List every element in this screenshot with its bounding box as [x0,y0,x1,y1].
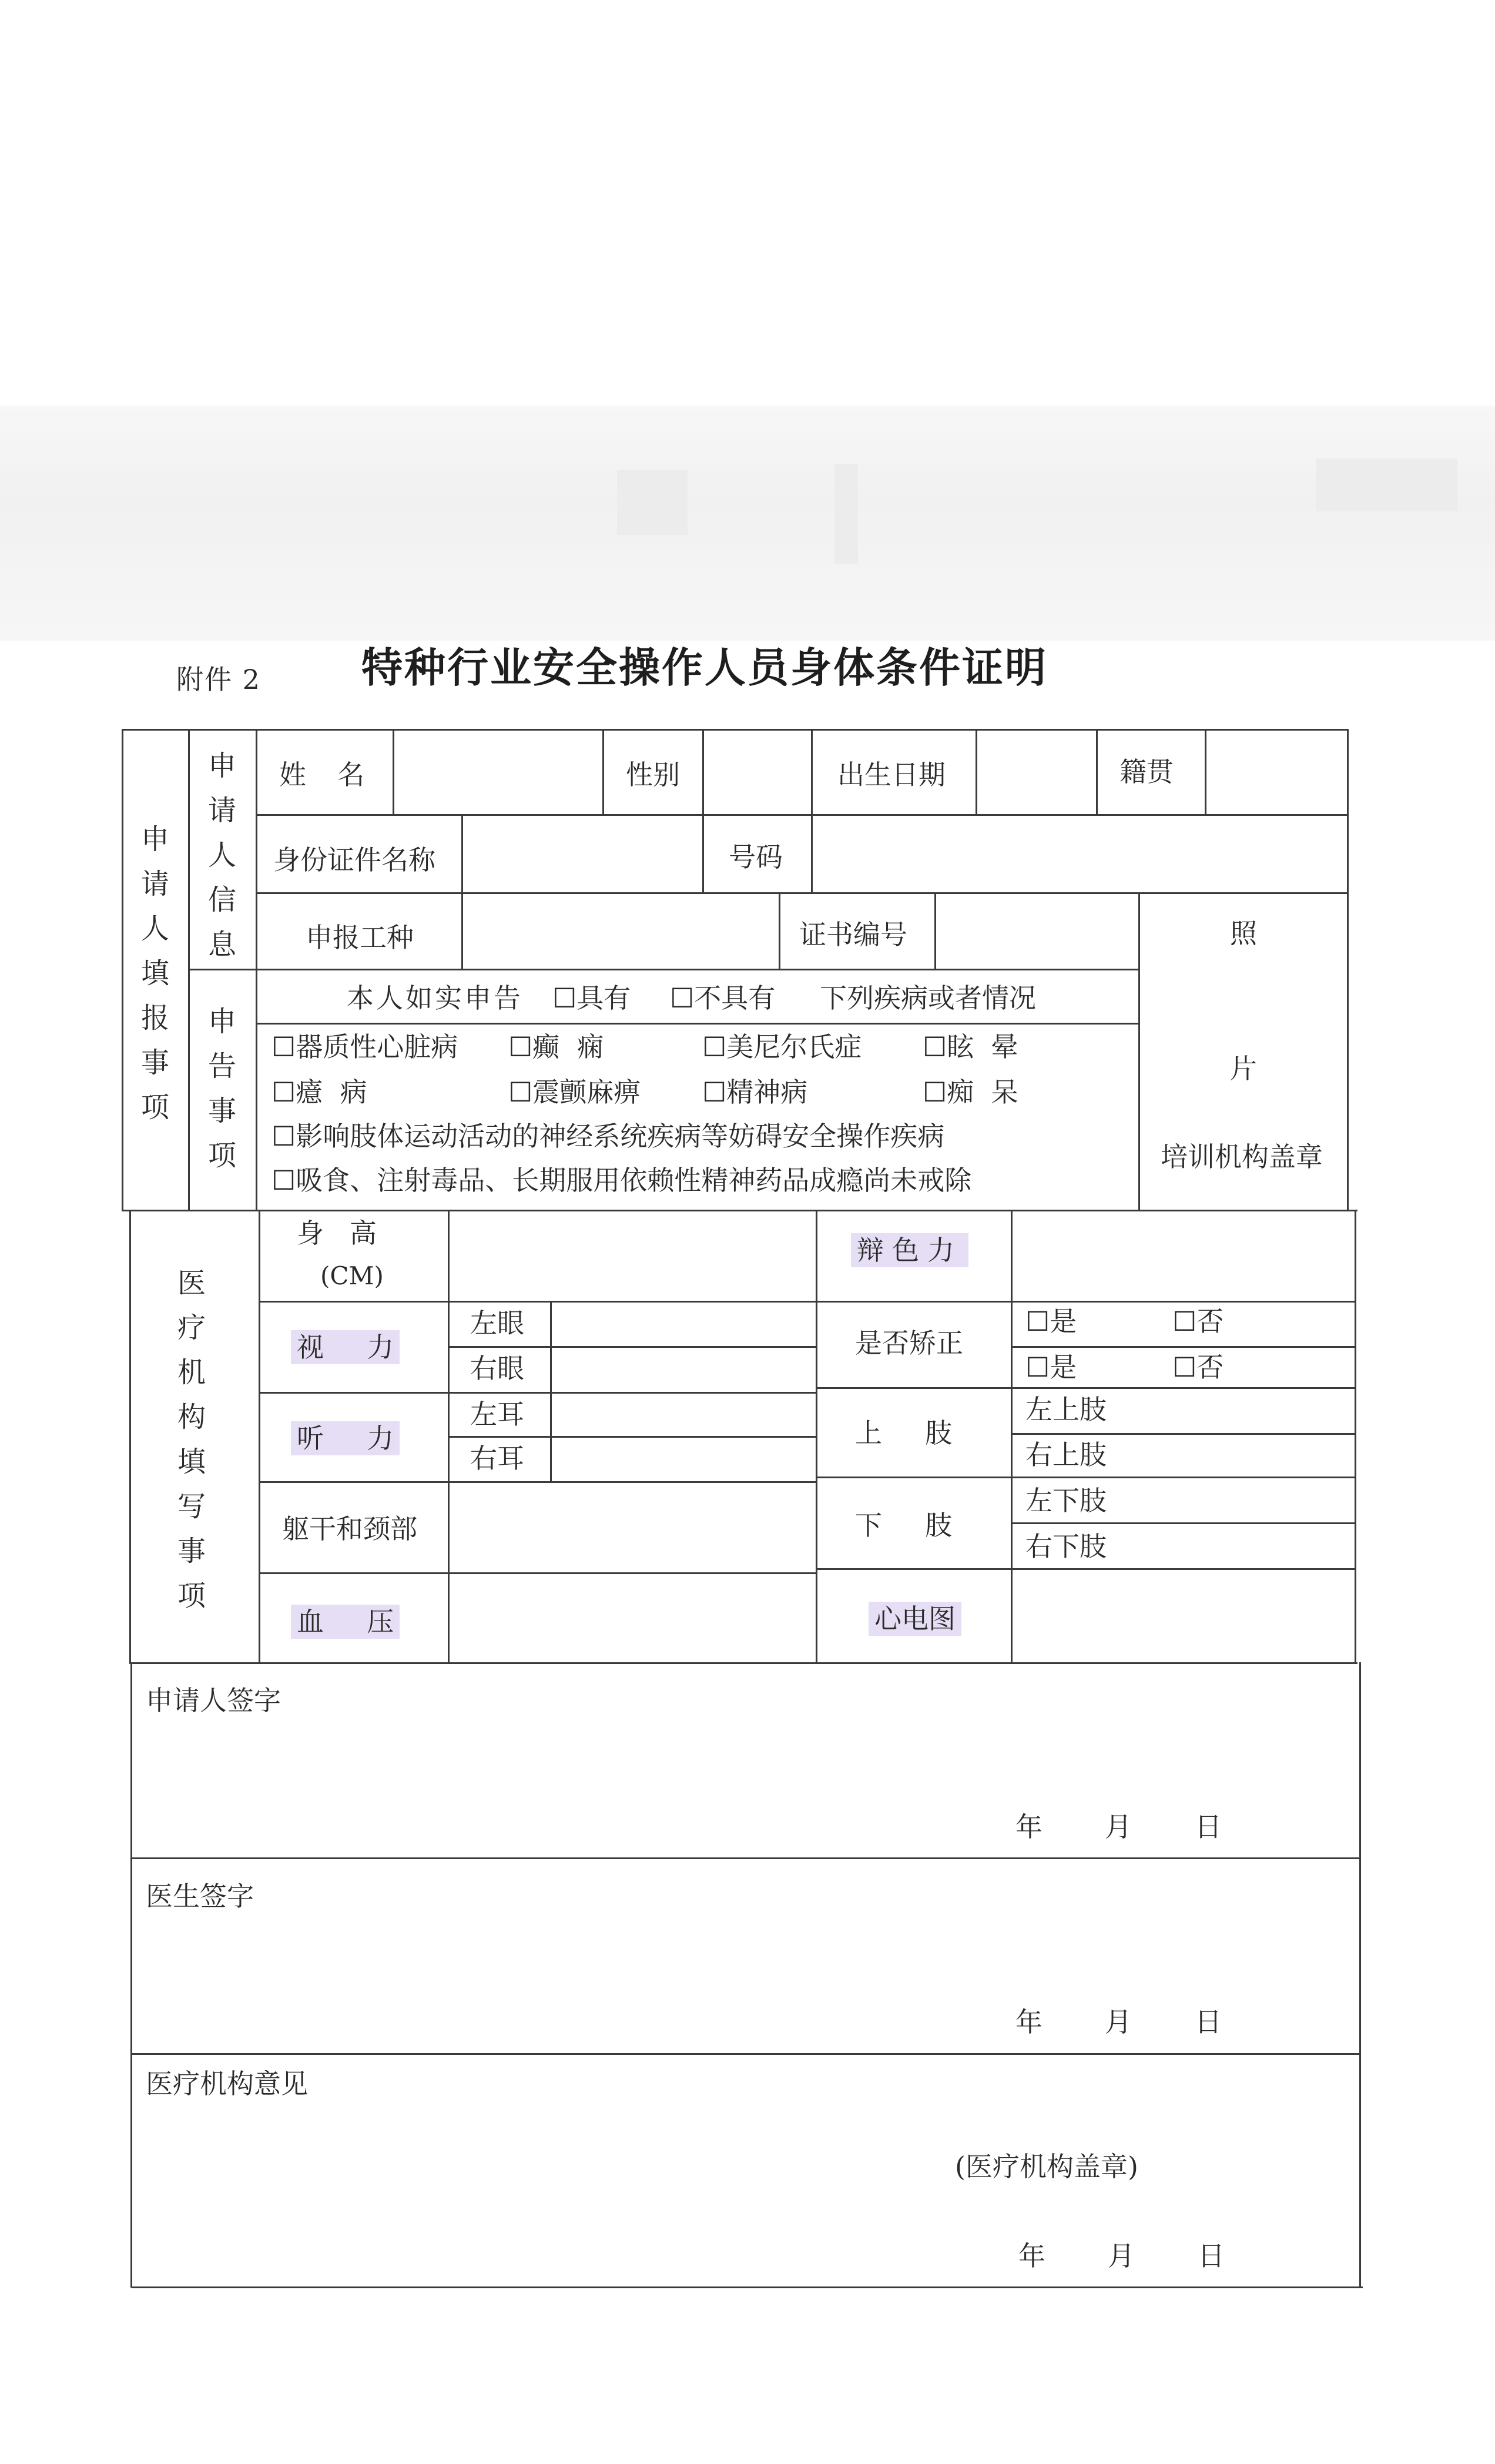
label-job-type: 申报工种 [306,922,414,953]
condition-hysteria[interactable]: ☐癔 病 [271,1076,367,1108]
label-lower-limbs: 下 肢 [855,1509,953,1541]
section-label-medical: 医疗机构填写事项 [177,1267,206,1612]
label-birth-date: 出生日期 [837,759,946,791]
ecg-field[interactable] [1017,1578,1349,1656]
right-ear-field[interactable] [556,1440,810,1475]
label-doctor-signature: 医生签字 [146,1880,254,1912]
applicant-signature-area[interactable] [141,1728,1346,1793]
blood-pressure-field[interactable] [454,1578,810,1656]
label-right-ear: 右耳 [470,1442,524,1474]
condition-neuro[interactable]: ☐影响肢体运动活动的神经系统疾病等妨碍安全操作疾病 [271,1120,945,1152]
declaration-has-checkbox[interactable]: ☐具有 [552,982,631,1014]
scan-mark [617,470,688,535]
label-id-number: 号码 [729,841,783,873]
scan-mark [834,464,858,564]
declaration-statement-suffix: 下列疾病或者情况 [820,982,1036,1014]
label-trunk-neck: 躯干和颈部 [282,1513,417,1545]
label-right-lower-limb: 右下肢 [1025,1531,1107,1562]
label-height: 身 高 [297,1217,377,1249]
label-cert-number: 证书编号 [799,919,907,950]
label-right-eye: 右眼 [470,1352,524,1384]
photo-label-1: 照 [1230,918,1257,949]
label-upper-limbs: 上 肢 [855,1417,953,1449]
applicant-sign-day: 日 [1195,1811,1222,1843]
applicant-sign-month: 月 [1105,1811,1132,1843]
section-label-applicant-info: 申请人信息 [207,749,236,961]
gender-field[interactable] [708,735,805,805]
declaration-has-not-checkbox[interactable]: ☐不具有 [670,982,776,1014]
declaration-statement-prefix: 本人如实申告 [347,982,523,1014]
label-color-vision: 辩色力 [851,1233,968,1267]
doctor-sign-month: 月 [1105,2006,1132,2038]
label-height-unit: (CM) [320,1261,384,1290]
label-hearing: 听 力 [291,1421,400,1455]
attachment-label: 附件 2 [176,664,261,695]
training-stamp-label: 培训机构盖章 [1161,1141,1323,1173]
id-number-field[interactable] [817,820,1340,888]
native-place-field[interactable] [1211,735,1340,805]
label-corrected: 是否矫正 [855,1327,963,1359]
condition-dementia[interactable]: ☐痴 呆 [923,1076,1018,1108]
doctor-signature-area[interactable] [141,1922,1346,1987]
applicant-sign-year: 年 [1015,1811,1043,1843]
photo-label-2: 片 [1230,1053,1257,1084]
condition-meniere[interactable]: ☐美尼尔氏症 [702,1031,862,1063]
color-vision-field[interactable] [1017,1216,1349,1295]
height-field[interactable] [454,1216,810,1295]
condition-drugs[interactable]: ☐吸食、注射毒品、长期服用依赖性精神药品成瘾尚未戒除 [271,1164,972,1196]
condition-epilepsy[interactable]: ☐癫 痫 [508,1031,604,1063]
institution-year: 年 [1018,2240,1045,2272]
label-blood-pressure: 血 压 [291,1605,400,1639]
cert-number-field[interactable] [940,898,1131,963]
label-ecg: 心电图 [869,1602,961,1636]
document-title: 特种行业安全操作人员身体条件证明 [361,644,1048,692]
institution-day: 日 [1198,2240,1225,2272]
corrected-left-no[interactable]: ☐否 [1172,1305,1224,1337]
condition-vertigo[interactable]: ☐眩 晕 [923,1031,1018,1063]
label-gender: 性别 [626,759,680,791]
condition-heart-disease[interactable]: ☐器质性心脏病 [271,1031,458,1063]
label-left-upper-limb: 左上肢 [1025,1394,1107,1425]
scan-mark [1316,458,1457,511]
institution-month: 月 [1108,2240,1135,2272]
left-eye-field[interactable] [556,1305,810,1341]
label-left-eye: 左眼 [470,1307,524,1339]
doctor-sign-year: 年 [1015,2006,1043,2038]
doctor-sign-day: 日 [1195,2006,1222,2038]
left-ear-field[interactable] [556,1396,810,1431]
label-left-ear: 左耳 [470,1398,524,1430]
label-left-lower-limb: 左下肢 [1025,1485,1107,1516]
label-institution-opinion: 医疗机构意见 [146,2068,308,2100]
birth-date-field[interactable] [981,735,1090,805]
institution-opinion-area[interactable] [141,2110,905,2228]
job-type-field[interactable] [467,898,773,963]
section-label-declaration: 申告事项 [207,1005,236,1172]
right-eye-field[interactable] [556,1351,810,1387]
corrected-right-no[interactable]: ☐否 [1172,1351,1224,1383]
label-vision: 视 力 [291,1330,400,1364]
institution-stamp-label: (医疗机构盖章) [955,2151,1138,2182]
name-field[interactable] [400,735,596,805]
label-native-place: 籍贯 [1119,756,1174,788]
trunk-neck-field[interactable] [454,1487,810,1566]
scan-artifact-band [0,406,1495,641]
corrected-right-yes[interactable]: ☐是 [1025,1351,1077,1383]
corrected-left-yes[interactable]: ☐是 [1025,1305,1077,1337]
id-doc-name-field[interactable] [467,820,690,888]
section-label-applicant: 申请人填报事项 [140,823,169,1124]
label-right-upper-limb: 右上肢 [1025,1439,1107,1471]
label-name: 姓 名 [279,759,370,791]
condition-psychosis[interactable]: ☐精神病 [702,1076,808,1108]
condition-parkinson[interactable]: ☐震颤麻痹 [508,1076,641,1108]
label-applicant-signature: 申请人签字 [146,1685,281,1716]
label-id-doc-name: 身份证件名称 [273,844,435,876]
